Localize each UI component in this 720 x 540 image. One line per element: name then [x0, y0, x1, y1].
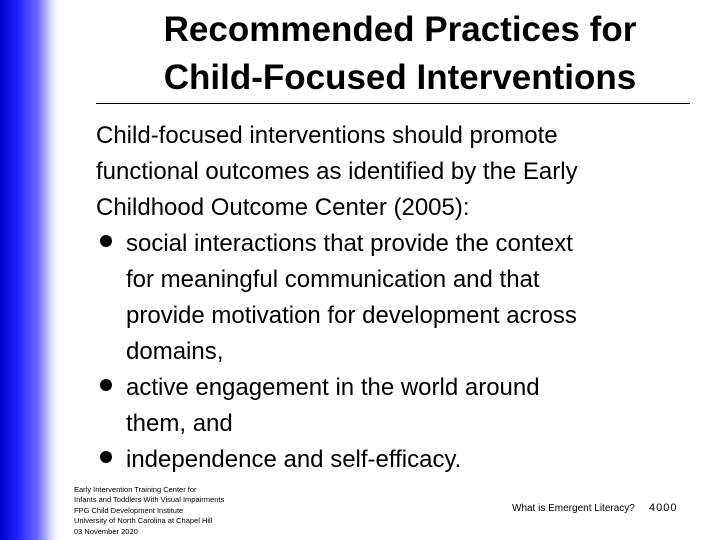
footer-credit-line: Infants and Toddlers With Visual Impairments [74, 495, 225, 505]
intro-line: functional outcomes as identified by the Early [96, 158, 578, 185]
bullet-item [96, 226, 696, 370]
bullet-line: domains, [126, 338, 224, 365]
title-divider [96, 103, 690, 104]
footer-topic: What is Emergent Literacy? [512, 503, 635, 514]
bullet-line: active engagement in the world around [126, 374, 540, 401]
footer-date: 03 November 2020 [74, 526, 138, 536]
bullet-item [96, 442, 696, 478]
bullet-list [96, 226, 696, 478]
slide-body [96, 118, 696, 478]
bullet-line: independence and self-efficacy. [126, 446, 462, 473]
footer-credit [74, 485, 224, 537]
bullet-line: social interactions that provide the context [126, 230, 573, 257]
title-line: Recommended Practices for [163, 10, 637, 49]
bullet-icon [100, 235, 112, 247]
bullet-icon [100, 451, 112, 463]
footer-credit-line: Early Intervention Training Center for [74, 485, 197, 494]
decorative-sidebar [0, 0, 58, 540]
intro-line: Childhood Outcome Center (2005): [96, 194, 470, 221]
footer-credit-line: University of North Carolina at Chapel Hill [74, 516, 213, 526]
slide-title [100, 6, 700, 102]
bullet-line: them, and [126, 410, 233, 437]
footer-credit-line: FPG Child Development Institute [74, 505, 184, 515]
intro-line: Child-focused interventions should promote [96, 122, 558, 149]
bullet-line: for meaningful communication and that [126, 266, 540, 293]
bullet-line: provide motivation for development across [126, 302, 577, 329]
bullet-icon [100, 379, 112, 391]
slide-number: 4000 [649, 502, 678, 514]
title-line: Child-Focused Interventions [163, 58, 637, 97]
bullet-item [96, 370, 696, 442]
